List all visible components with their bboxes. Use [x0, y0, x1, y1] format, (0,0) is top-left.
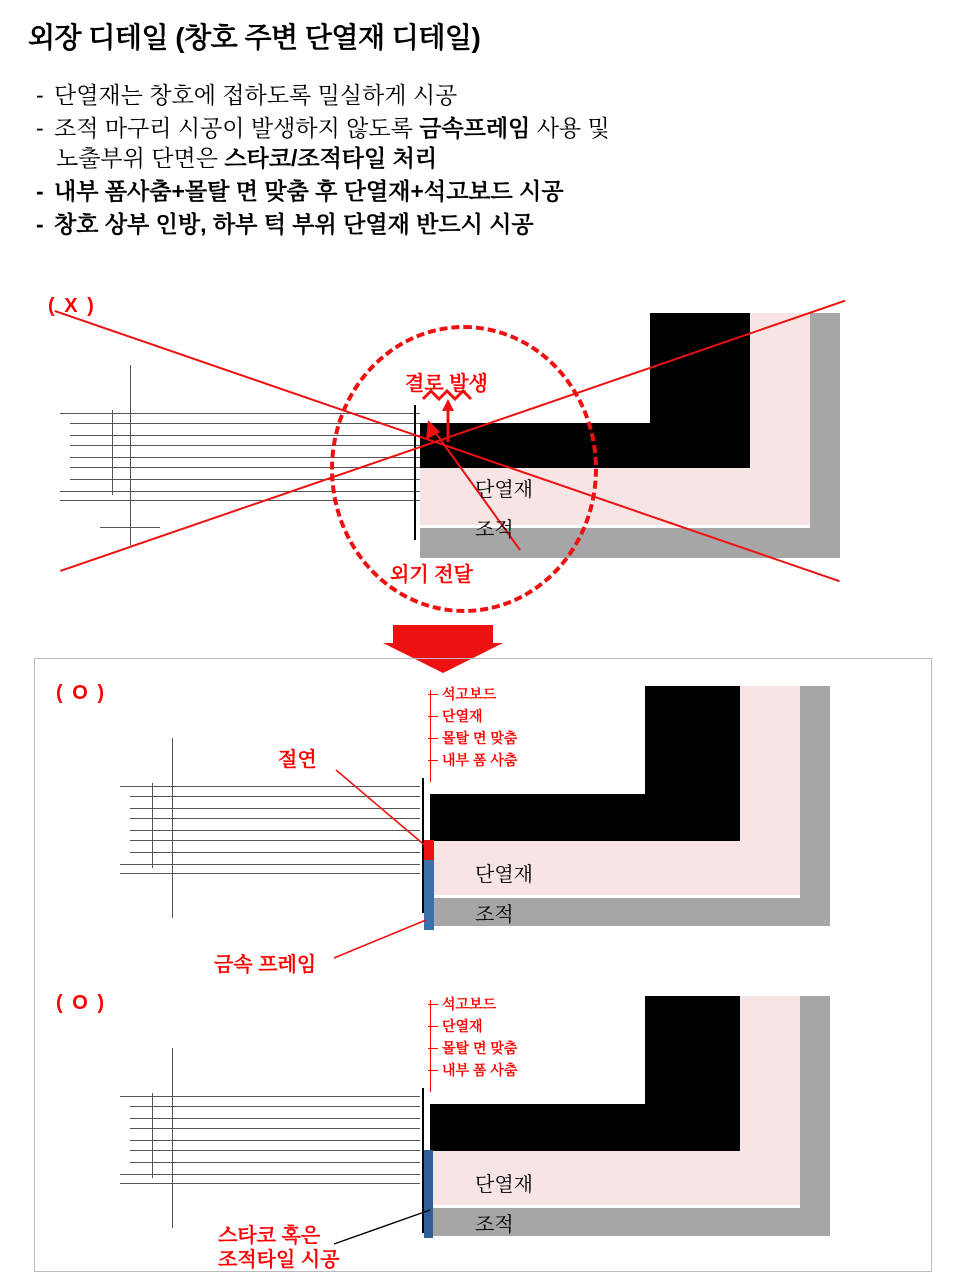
label-finish-line2: 조적타일 시공 — [218, 1249, 340, 1271]
window-line — [120, 1096, 420, 1097]
window-line — [130, 365, 131, 545]
layer-tick — [428, 738, 438, 739]
layer-label-foam: 내부 폼 사춤 — [442, 752, 518, 768]
window-line — [130, 1118, 420, 1119]
material-label-insulation: 단열재 — [475, 864, 533, 886]
finish-callout-leader — [330, 1206, 440, 1248]
list-item — [36, 143, 936, 173]
window-line — [130, 1150, 420, 1151]
layer-label-gypsum: 석고보드 — [442, 686, 497, 702]
case-label-good-1: ( O ) — [56, 682, 106, 704]
label-condensation: 결로 발생 — [405, 373, 488, 395]
bullet-text: 단열재는 창호에 접하도록 밀실하게 시공 — [54, 82, 458, 108]
label-outdoor-transfer: 외기 전달 — [390, 564, 473, 586]
material-label-insulation: 단열재 — [475, 479, 533, 501]
list-item — [36, 80, 936, 110]
bullet-text: 내부 폼사춤+몰탈 면 맞춤 후 단열재+석고보드 시공 — [54, 178, 564, 204]
bullet-text: 조적 마구리 시공이 발생하지 않도록 — [54, 115, 420, 141]
window-line — [130, 1140, 420, 1141]
window-line — [130, 1106, 420, 1107]
layer-tick — [428, 716, 438, 717]
material-label-structure: 골조 — [475, 434, 514, 456]
material-label-insulation: 단열재 — [475, 1174, 533, 1196]
layer-label-mortar: 몰탈 면 맞춤 — [442, 730, 518, 746]
figure-good-detail-2 — [0, 978, 966, 1278]
label-insulation-break: 절연 — [278, 749, 317, 771]
figure-good-detail-1 — [0, 668, 966, 976]
material-label-structure: 골조 — [475, 1132, 514, 1154]
bullet-dash: - — [36, 178, 44, 204]
page-title: 외장 디테일 (창호 주변 단열재 디테일) — [28, 22, 481, 53]
window-line — [120, 1174, 420, 1175]
insulation-break-leader — [330, 764, 440, 856]
figure-bad-detail — [0, 295, 966, 625]
layer-tick — [428, 1048, 438, 1049]
list-item — [36, 209, 936, 239]
layer-tick — [428, 1070, 438, 1071]
label-finish-line1: 스타코 혹은 — [218, 1225, 321, 1247]
layer-tick — [428, 694, 438, 695]
layer-label-gypsum: 석고보드 — [442, 996, 497, 1012]
material-label-masonry: 조적 — [475, 519, 514, 541]
layer-tick — [428, 1004, 438, 1005]
window-line — [130, 1128, 420, 1129]
layer-label-foam: 내부 폼 사춤 — [442, 1062, 518, 1078]
material-label-masonry: 조적 — [475, 1214, 514, 1236]
label-metal-frame: 금속 프레임 — [214, 954, 317, 976]
window-line — [120, 1183, 420, 1184]
layer-tick — [428, 760, 438, 761]
case-label-good-2: ( O ) — [56, 992, 106, 1014]
layer-label-insulation: 단열재 — [442, 1018, 483, 1034]
layer-label-insulation: 단열재 — [442, 708, 483, 724]
window-line — [100, 527, 160, 528]
metal-frame-leader — [330, 916, 435, 962]
bullet-emphasis: 스타코/조적타일 처리 — [224, 145, 438, 171]
list-item — [36, 113, 936, 143]
bullet-text: 노출부위 단면은 — [56, 145, 225, 171]
bullet-emphasis: 금속프레임 — [419, 115, 531, 141]
bullet-dash: - — [36, 82, 44, 108]
window-line — [130, 1162, 420, 1163]
window-line — [120, 873, 420, 874]
layer-label-mortar: 몰탈 면 맞춤 — [442, 1040, 518, 1056]
bullet-text-tail: 사용 및 — [530, 115, 610, 141]
case-label-bad: ( X ) — [48, 295, 96, 317]
bullet-dash: - — [36, 115, 44, 141]
window-line — [152, 1093, 153, 1178]
layer-leader-vertical — [430, 1000, 431, 1092]
window-line — [172, 738, 173, 918]
bullet-text: 창호 상부 인방, 하부 턱 부위 단열재 반드시 시공 — [54, 211, 534, 237]
window-line — [172, 1048, 173, 1228]
window-line — [120, 864, 420, 865]
bullet-dash: - — [36, 211, 44, 237]
list-item — [36, 176, 936, 206]
window-line — [152, 783, 153, 868]
material-label-structure: 골조 — [475, 822, 514, 844]
window-line — [112, 410, 113, 495]
bullet-list — [36, 80, 936, 242]
material-label-masonry: 조적 — [475, 904, 514, 926]
label-finish — [218, 1224, 339, 1272]
layer-tick — [428, 1026, 438, 1027]
